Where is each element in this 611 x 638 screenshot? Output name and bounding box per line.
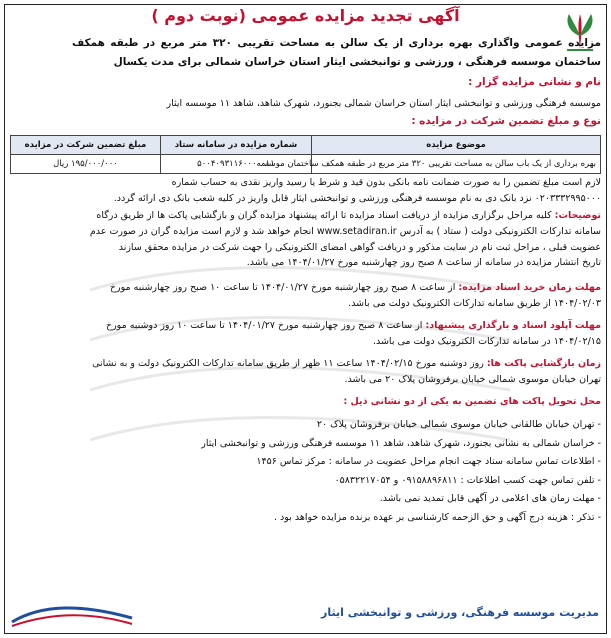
auction-subject: مزایده عمومی واگذاری بهره برداری از یک سالن به مساحت تقریبی ۳۲۰ متر مربع در طبقه همکف ساختمان موسسه فرهنگی ، ورزشی و توانبخشی ایثار استان خراسان شمالی برای مدت یکسال	[72, 37, 601, 68]
purchase-deadline-line: از ساعت ۸ صبح روز چهارشنبه مورخ ۱۴۰۴/۰۱/۲۷ تا ساعت ۱۰ صبح روز چهارشنبه مورخ	[109, 282, 456, 293]
delivery-list	[10, 416, 601, 527]
list-item: - تلفن تماس جهت کسب اطلاعات : ۰۹۱۵۸۸۹۶۸۱۱ و ۰۵۸۳۲۲۱۷۰۵۴	[334, 474, 601, 486]
footer-decoration-icon	[12, 600, 132, 628]
list-item: - تهران خیابان طالقانی خیابان موسوی شمالی خیابان برفروشان پلاک ۲۰	[316, 419, 601, 430]
list-item: - مهلت زمان های اعلامی در آگهی قابل تمدید نمی باشد.	[379, 493, 601, 504]
organizer-label: نام و نشانی مزایده گزار :	[468, 76, 601, 88]
upload-deadline-label: مهلت آپلود اسناد و بارگذاری پیشنهاد:	[425, 320, 601, 331]
notes-line: عضویت قبلی ، مراحل ثبت نام در سایت مذکور و دریافت گواهی امضای الکترونیکی را جهت شرکت در مزایده محقق سازند	[118, 241, 601, 253]
table-cell-number: ۵۰۰۴۰۹۳۱۱۶۰۰۰۰۰۱۱	[160, 155, 311, 174]
auction-table	[10, 135, 601, 174]
notes-label: توضیحات:	[554, 210, 601, 221]
notice-title: آگهی تجدید مزایده عمومی (نوبت دوم )	[151, 6, 460, 25]
notes-line: کلیه مراحل برگزاری مزایده از دریافت اسناد مزایده تا ارائه پیشنهاد مزایده گران و بازگشایی پاکت ها از طریق درگاه	[96, 210, 552, 221]
deposit-instructions	[10, 175, 601, 207]
opening-label: زمان بازگشایی پاکت ها:	[486, 358, 601, 369]
upload-deadline-line: ۱۴۰۴/۰۲/۱۵ در سامانه تدارکات الکترونیک دولت می باشد.	[372, 335, 601, 347]
purchase-deadline-label: مهلت زمان خرید اسناد مزایده:	[458, 282, 601, 293]
purchase-deadline-section	[10, 280, 601, 312]
table-row	[11, 155, 601, 174]
purchase-deadline-line: ۱۴۰۴/۰۲/۰۳ از طریق سامانه تدارکات الکترونیک دولت می باشد.	[348, 297, 601, 309]
delivery-section	[10, 394, 601, 410]
notes-line: تاریخ انتشار مزایده در سامانه از ساعت ۸ صبح روز چهارشنبه مورخ ۱۴۰۴/۰۱/۲۷ می باشد.	[246, 257, 601, 269]
table-header: موضوع مزایده	[312, 136, 601, 155]
deposit-label: نوع و مبلغ تضمین شرکت در مزایده :	[411, 115, 601, 127]
opening-section	[10, 356, 601, 388]
notes-section	[10, 208, 601, 271]
list-item: - اطلاعات تماس سامانه ستاد جهت انجام مراحل عضویت در سامانه : مرکز تماس ۱۴۵۶	[256, 456, 601, 467]
table-header: شماره مزایده در سامانه ستاد	[160, 136, 311, 155]
table-header-row	[11, 136, 601, 155]
table-cell-amount: ۱۹۵/۰۰۰/۰۰۰ ریال	[11, 155, 161, 174]
table-header: مبلغ تضمین شرکت در مزایده	[11, 136, 161, 155]
footer	[12, 600, 599, 628]
deposit-line: لازم است مبلغ تضمین را به صورت ضمانت نامه بانکی بدون قید و شرط یا رسید واریز نقدی به حساب شماره	[171, 177, 601, 188]
organizer-address: موسسه فرهنگی ورزشی و توانبخشی ایثار استان خراسان شمالی بجنورد، شهرک شاهد، شاهد ۱۱ موسسه ایثار	[166, 98, 601, 109]
deposit-line: ۰۲۰۳۳۳۲۹۹۵۰۰۰ نزد بانک دی به نام موسسه فرهنگی ورزشی و توانبخشی ایثار قابل واریز در کلیه شعب بانک دی ارائه گردد.	[113, 192, 601, 204]
upload-deadline-line: از ساعت ۸ صبح روز چهارشنبه مورخ ۱۴۰۴/۰۱/۲۷ تا ساعت ۱۰ روز دوشنبه مورخ	[105, 320, 423, 331]
list-item: - خراسان شمالی به نشانی بجنورد، شهرک شاهد، شاهد ۱۱ موسسه فرهنگی ورزشی و توانبخشی ایثار	[201, 437, 601, 449]
table-cell-subject: بهره برداری از یک باب سالن به مساحت تقریبی ۳۲۰ متر مربع در طبقه همکف ساختمان موسسه	[312, 155, 601, 174]
opening-line: روز دوشنبه مورخ ۱۴۰۴/۰۲/۱۵ ساعت ۱۱ ظهر از طریق سامانه تدارکات الکترونیک دولت و به نشانی	[92, 358, 484, 369]
footer-signature: مدیریت موسسه فرهنگی، ورزشی و توانبخشی ایثار	[321, 606, 599, 619]
delivery-label: محل تحویل پاکت های تضمین به یکی از دو نشانی ذیل :	[343, 396, 601, 407]
upload-deadline-section	[10, 318, 601, 350]
list-item: - تذکر : هزینه درج آگهی و حق الزحمه کارشناسی بر عهده برنده مزایده خواهد بود .	[273, 511, 601, 523]
opening-line: تهران خیابان موسوی شمالی خیابان برفروشان پلاک ۲۰ می باشد.	[344, 373, 601, 385]
notes-line: سامانه تدارکات الکترونیکی دولت ( ستاد ) به آدرس www.setadiran.ir انجام خواهد شد و لازم است مزایده گران در صورت عدم	[89, 225, 601, 237]
